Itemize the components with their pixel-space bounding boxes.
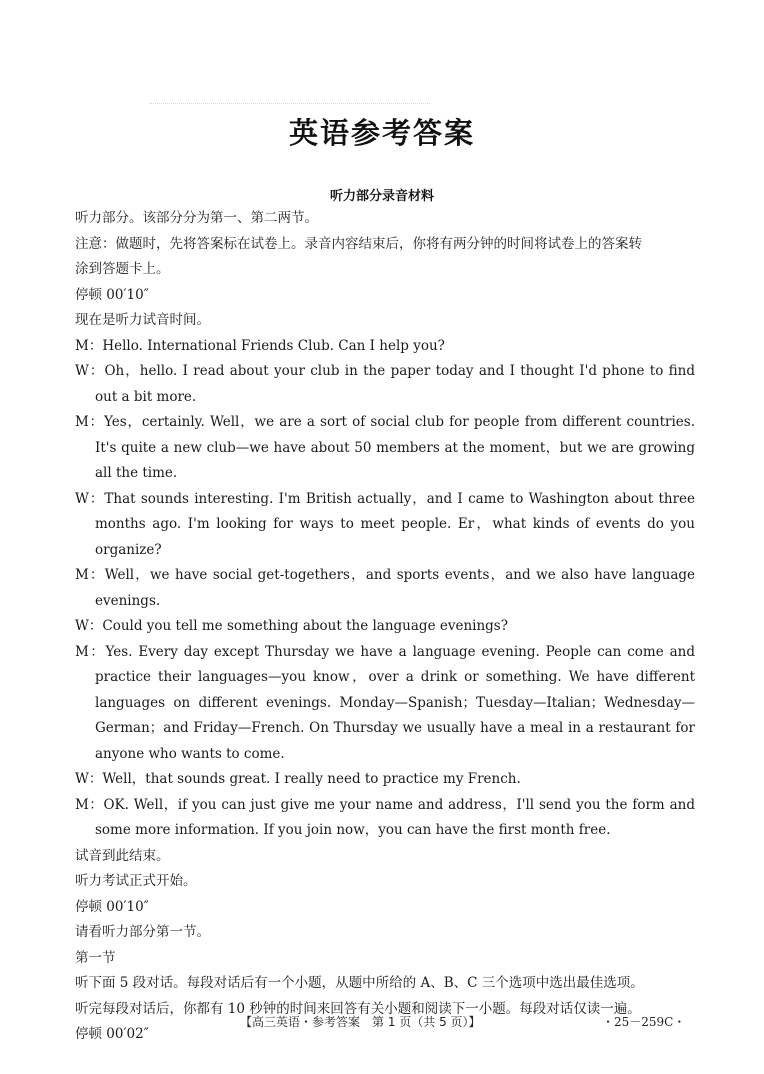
pause-line: 停顿 00′10″ xyxy=(75,286,149,303)
dialogue-line: M：Yes. Every day except Thursday we have a language evening. People can come and practice their languages—you know，over a drink or something. We have different languages on different evenings. Monday—Spanish；Tuesday—Italian；Wednesday—German；and Friday—French. On Thursday we usually have a meal in a restaurant for anyone who wants to come. xyxy=(75,643,695,762)
dialogue-line: W：Well，that sounds great. I really need to practice my French. xyxy=(75,771,521,787)
intro-line: 涂到答题卡上。 xyxy=(75,261,170,277)
instruction-line: 听下面 5 段对话。每段对话后有一个小题，从题中所给的 A、B、C 三个选项中选出最佳选项。 xyxy=(75,975,644,991)
intro-line: 听力部分。该部分分为第一、第二两节。 xyxy=(75,210,318,226)
dialogue-line: M：OK. Well，if you can just give me your name and address，I'll send you the form and some more information. If you join now，you can have the first month free. xyxy=(75,796,695,838)
instruction-line: 听完每段对话后，你都有 10 秒钟的时间来回答有关小题和阅读下一小题。每段对话仅读一遍。 xyxy=(75,1000,641,1017)
dialogue-line: M：Hello. International Friends Club. Can I help you? xyxy=(75,337,445,354)
dialogue-line: M：Well，we have social get-togethers，and sports events，and we also have language evenings. xyxy=(75,567,695,609)
scan-artifact xyxy=(150,103,430,106)
page-title: 英语参考答案 xyxy=(288,116,475,150)
page-footer: 【高三英语・参考答案 第 1 页（共 5 页）】 xyxy=(240,1015,481,1029)
transcript-body xyxy=(75,206,695,1048)
intro-line: 现在是听力试音时间。 xyxy=(75,312,210,328)
dialogue-line: W：That sounds interesting. I'm British actually，and I came to Washington about three months ago. I'm looking for ways to meet people. Er，what kinds of events do you organize? xyxy=(75,490,695,558)
dialogue-line: M：Yes，certainly. Well，we are a sort of social club for people from different countries. It's quite a new club—we have about 50 members at the moment，but we are growing all the time. xyxy=(75,414,695,481)
dialogue-line: W：Could you tell me something about the language evenings? xyxy=(75,618,508,634)
section-heading: 第一节 xyxy=(75,949,116,966)
outro-line: 请看听力部分第一节。 xyxy=(75,924,210,940)
dialogue-line: W：Oh，hello. I read about your club in the paper today and I thought I'd phone to find out a bit more. xyxy=(75,363,695,405)
intro-line: 注意：做题时，先将答案标在试卷上。录音内容结束后，你将有两分钟的时间将试卷上的答案转 xyxy=(75,235,642,252)
pause-line: 停顿 00′02″ xyxy=(75,1026,149,1042)
section-title: 听力部分录音材料 xyxy=(329,189,434,204)
pause-line: 停顿 00′10″ xyxy=(75,898,149,915)
outro-line: 听力考试正式开始。 xyxy=(75,873,197,889)
document-code: ・25－259C・ xyxy=(602,1015,686,1029)
outro-line: 试音到此结束。 xyxy=(75,847,170,864)
